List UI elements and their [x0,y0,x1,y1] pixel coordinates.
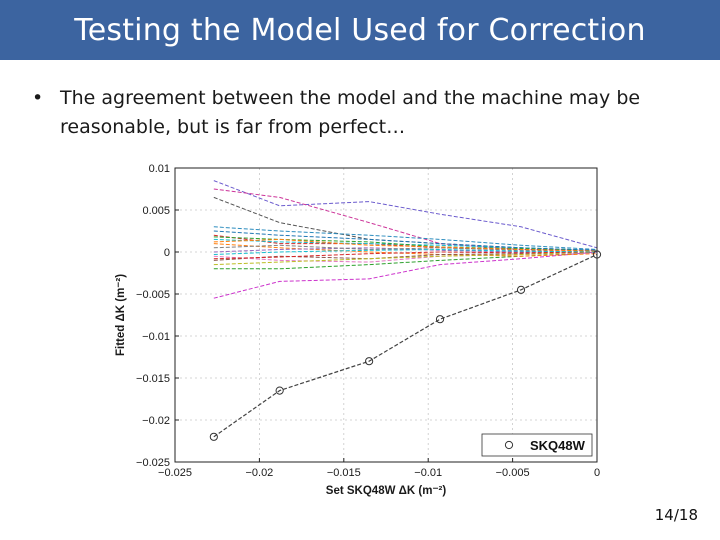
y-tick-label: −0.01 [142,331,170,343]
y-tick-label: 0.005 [142,205,170,217]
slide-title: Testing the Model Used for Correction [74,13,646,48]
bullet-text: The agreement between the model and the machine may be reasonable, but is far from perfect… [60,87,641,138]
y-tick-label: 0 [163,247,170,259]
legend-label: SKQ48W [530,438,585,453]
y-axis-label: Fitted ΔK (m⁻²) [115,273,127,357]
y-tick-label: −0.02 [142,415,170,427]
bullet-item [32,84,692,142]
x-tick-label: 0 [593,467,601,479]
fitted-dk-chart [100,150,620,505]
y-tick-label: −0.015 [136,373,170,385]
x-tick-label: −0.02 [245,467,274,479]
plot-area [175,168,597,462]
y-tick-label: 0.01 [148,163,170,175]
bullet-symbol: • [32,87,44,109]
y-tick-label: −0.005 [136,289,170,301]
x-tick-label: −0.005 [495,467,530,479]
x-axis-label: Set SKQ48W ΔK (m⁻²) [325,485,447,497]
page-number: 14/18 [654,506,698,524]
x-tick-label: −0.025 [158,467,192,479]
y-tick-label: −0.025 [136,457,170,469]
x-tick-label: −0.015 [326,467,361,479]
x-tick-label: −0.01 [414,467,443,479]
